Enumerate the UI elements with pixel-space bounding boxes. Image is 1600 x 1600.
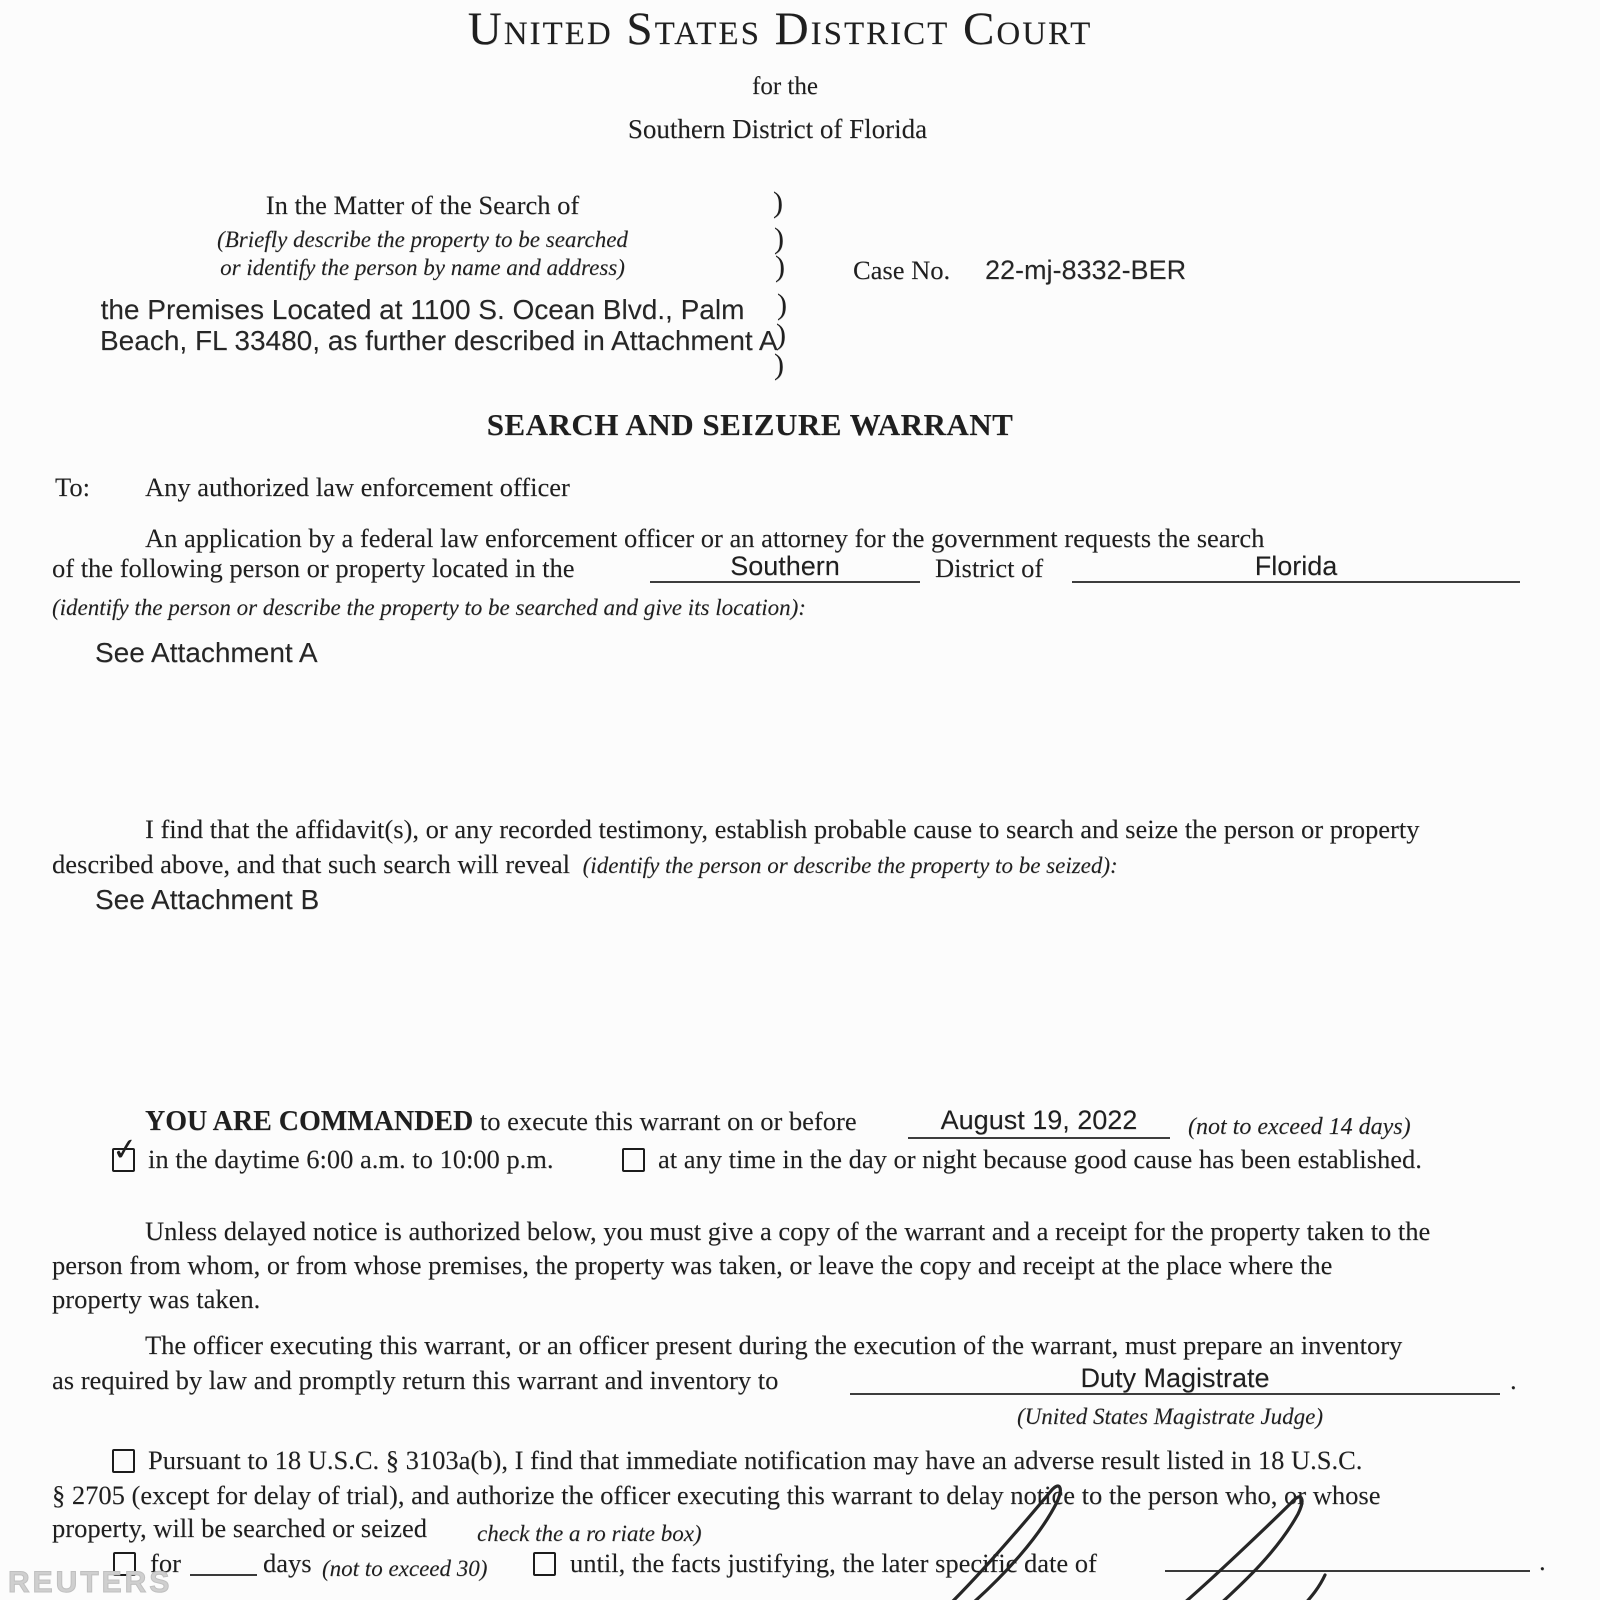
court-title: United States District Court <box>467 3 1093 55</box>
pursuant-checkbox <box>112 1447 136 1473</box>
anytime-option-text: at any time in the day or night because good cause has been established. <box>658 1144 1422 1174</box>
inventory-period: . <box>1510 1365 1517 1395</box>
reuters-watermark: REUTERS <box>8 1566 173 1599</box>
command-bold-text: YOU ARE COMMANDED <box>145 1106 474 1137</box>
attachment-b-reference: See Attachment B <box>95 884 320 915</box>
command-line <box>145 1104 857 1139</box>
signature-stroke-tail <box>1304 1575 1325 1600</box>
matter-hint-2: or identify the person by name and address) <box>220 255 625 280</box>
application-line-2-mid: District of <box>935 553 1044 583</box>
caption-paren-5: ) <box>776 318 786 351</box>
bottom-period: . <box>1539 1546 1546 1576</box>
district-fill-field: Southern <box>650 551 920 583</box>
days-label: days <box>263 1548 312 1578</box>
daytime-option-text: in the daytime 6:00 a.m. to 10:00 p.m. <box>148 1144 554 1174</box>
identify-location-hint: (identify the person or describe the property to be searched and give its location): <box>52 595 806 620</box>
attachment-a-reference: See Attachment A <box>95 637 318 668</box>
document-header <box>0 4 1560 54</box>
until-text: until, the facts justifying, the later specific date of <box>570 1548 1097 1578</box>
check-appropriate-box-hint: check the a ro riate box) <box>477 1521 702 1546</box>
return-to-fill-field: Duty Magistrate <box>850 1363 1500 1395</box>
notice-line-2: person from whom, or from whose premises, the property was taken, or leave the copy and receipt at the place where the <box>52 1250 1333 1280</box>
not-exceed-14-days-hint: (not to exceed 14 days) <box>1188 1114 1411 1140</box>
notice-line-1: Unless delayed notice is authorized below, you must give a copy of the warrant and a receipt for the property taken to the <box>145 1216 1431 1246</box>
case-no-label: Case No. <box>853 255 951 285</box>
caption-paren-4: ) <box>777 288 787 321</box>
probable-cause-line-1: I find that the affidavit(s), or any recorded testimony, establish probable cause to search and seize the person or property <box>145 814 1420 844</box>
matter-line: In the Matter of the Search of <box>265 190 580 220</box>
state-fill-field: Florida <box>1072 551 1520 583</box>
signature-stroke-right <box>1183 1497 1302 1600</box>
identify-seized-hint: (identify the person or describe the property to be seized): <box>582 853 1118 878</box>
probable-cause-line-2 <box>52 847 1118 883</box>
caption-paren-3: ) <box>775 250 785 283</box>
execute-date-fill-field: August 19, 2022 <box>908 1104 1170 1139</box>
days-blank-line <box>190 1574 257 1576</box>
caption-paren-2: ) <box>774 222 784 255</box>
delay-line-2: § 2705 (except for delay of trial), and authorize the officer executing this warrant to delay notice to the person who, or whose <box>52 1480 1381 1510</box>
inventory-line-2: as required by law and promptly return this warrant and inventory to <box>52 1365 779 1395</box>
inventory-line-1: The officer executing this warrant, or an officer present during the execution of the warrant, must prepare an inventory <box>145 1330 1403 1360</box>
to-label: To: <box>55 472 90 502</box>
warrant-title: SEARCH AND SEIZURE WARRANT <box>486 407 1014 442</box>
delay-line-3: property, will be searched or seized <box>52 1513 428 1543</box>
caption-paren-6: ) <box>774 348 784 381</box>
until-checkbox <box>533 1550 557 1576</box>
checkmark-icon: ✓ <box>110 1130 140 1170</box>
application-line-2-pre: of the following person or property located in the <box>52 553 575 583</box>
delay-line-1: Pursuant to 18 U.S.C. § 3103a(b), I find that immediate notification may have an adverse result listed in 18 U.S.C. <box>148 1445 1363 1475</box>
header-district: Southern District of Florida <box>627 114 928 144</box>
matter-hint-1: (Briefly describe the property to be searched <box>217 227 628 252</box>
magistrate-judge-hint: (United States Magistrate Judge) <box>1017 1404 1323 1429</box>
pursuant-checkbox-box <box>112 1449 135 1473</box>
to-text: Any authorized law enforcement officer <box>145 472 570 502</box>
anytime-checkbox <box>622 1146 646 1172</box>
header-for-the: for the <box>752 73 818 100</box>
daytime-checkbox <box>110 1130 140 1172</box>
probable-cause-line-2-text: described above, and that such search will reveal <box>52 849 571 879</box>
for-label: for <box>150 1548 181 1578</box>
signature-stroke-left <box>952 1486 1060 1600</box>
signature-strokes <box>900 1478 1560 1600</box>
search-subject-line-1: the Premises Located at 1100 S. Ocean Blvd., Palm <box>100 294 745 325</box>
caption-paren-1: ) <box>773 186 783 219</box>
case-no-value: 22-mj-8332-BER <box>985 255 1187 285</box>
anytime-checkbox-box <box>622 1148 645 1172</box>
until-checkbox-box <box>533 1552 556 1576</box>
notice-line-3: property was taken. <box>52 1284 261 1314</box>
application-line-1: An application by a federal law enforcement officer or an attorney for the government requests the search <box>145 523 1265 553</box>
not-exceed-30-hint: (not to exceed 30) <box>322 1556 488 1581</box>
command-rest-text: to execute this warrant on or before <box>473 1106 857 1136</box>
search-subject-line-2: Beach, FL 33480, as further described in Attachment A <box>100 325 778 356</box>
